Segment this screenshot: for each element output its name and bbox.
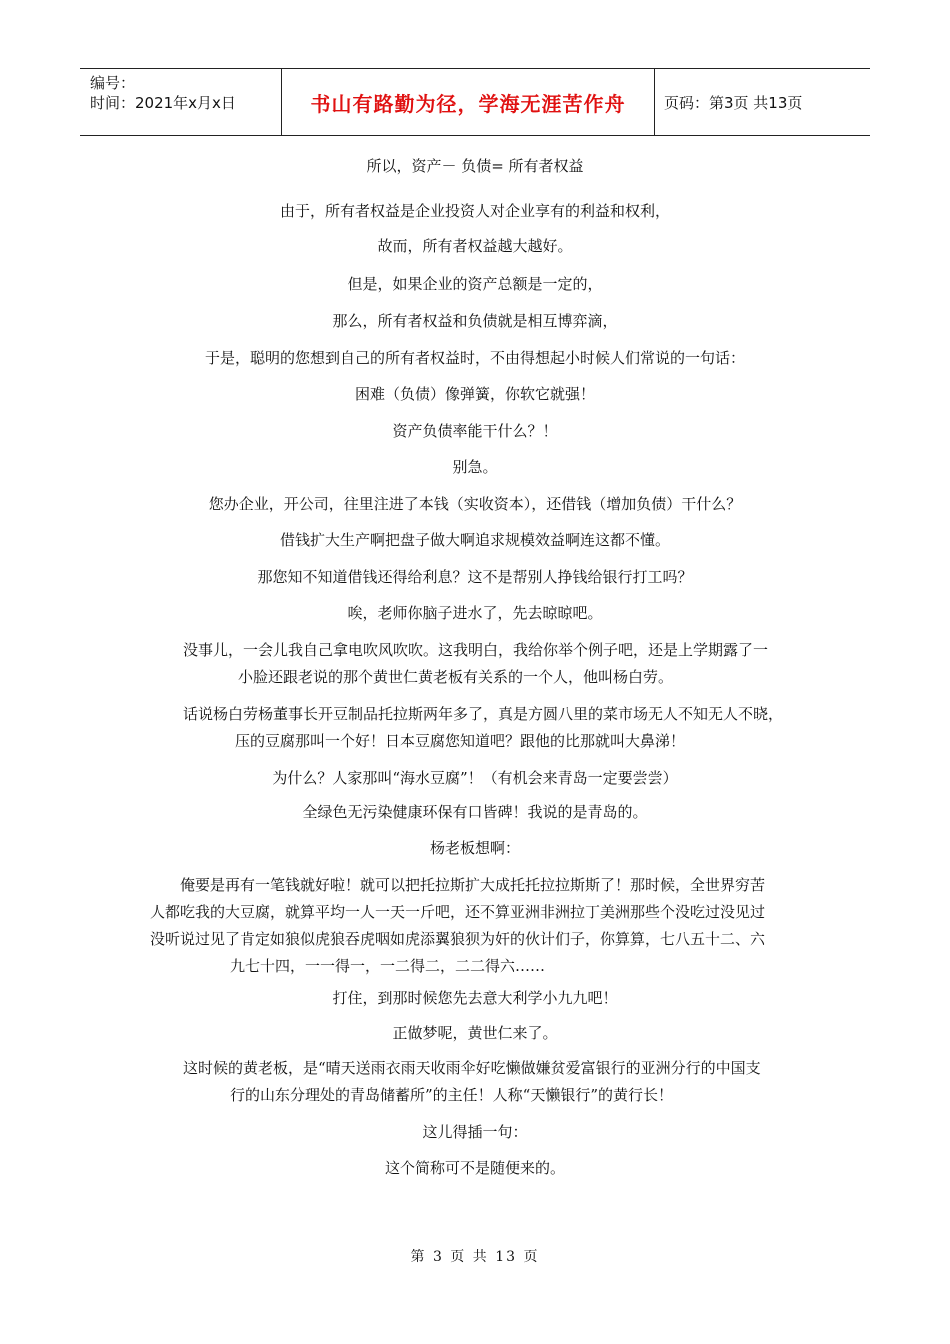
paragraph-line: 这时候的黄老板，是“晴天送雨衣雨天收雨伞好吃懒做嫌贫爱富银行的亚洲分行的中国支 [183, 1059, 761, 1077]
body-line: 这儿得插一句： [422, 1123, 528, 1141]
paragraph-line: 没事儿，一会儿我自己拿电吹风吹吹。这我明白，我给你举个例子吧，还是上学期露了一 [183, 641, 769, 659]
body-line: 唉，老师你脑子进水了，先去晾晾吧。 [347, 604, 603, 622]
body-line: 借钱扩大生产啊把盘子做大啊追求规模效益啊连这都不懂。 [279, 531, 670, 549]
paragraph-line: 人都吃我的大豆腐，就算平均一人一天一斤吧，还不算亚洲非洲拉丁美洲那些个没吃过没见过 [150, 903, 766, 921]
body-line: 正做梦呢，黄世仁来了。 [392, 1024, 558, 1042]
paragraph-line: 九七十四，一一得一，一二得二，二二得六…… [230, 957, 546, 975]
time-label: 时间：2021年x月x日 [90, 94, 236, 112]
body-line: 于是，聪明的您想到自己的所有者权益时，不由得想起小时候人们常说的一句话： [204, 349, 745, 367]
serial-label: 编号： [90, 74, 136, 92]
body-line: 杨老板想啊： [429, 839, 520, 857]
body-line: 为什么？人家那叫“海水豆腐”！（有机会来青岛一定要尝尝） [272, 769, 678, 787]
paragraph-line: 行的山东分理处的青岛储蓄所”的主任！人称“天懒银行”的黄行长！ [230, 1086, 674, 1104]
paragraph-line: 小脸还跟老说的那个黄世仁黄老板有关系的一个人，他叫杨白劳。 [238, 668, 674, 686]
body-line: 别急。 [452, 458, 498, 476]
paragraph [183, 637, 823, 691]
paragraph [183, 701, 823, 755]
paragraph [183, 1055, 823, 1109]
body-line: 资产负债率能干什么？！ [392, 422, 558, 440]
header-motto: 书山有路勤为径，学海无涯苦作舟 [282, 69, 655, 135]
paragraph-line: 俺要是再有一笔钱就好啦！就可以把托拉斯扩大成托托拉拉斯斯了！那时候，全世界穷苦 [180, 876, 766, 894]
header-meta [80, 69, 282, 135]
paragraph [150, 872, 810, 980]
body-line: 那您知不知道借钱还得给利息？这不是帮别人挣钱给银行打工吗？ [257, 568, 693, 586]
body-line: 困难（负债）像弹簧，你软它就强！ [354, 385, 595, 403]
body-line: 由于，所有者权益是企业投资人对企业享有的利益和权利， [279, 202, 670, 220]
body-line: 故而，所有者权益越大越好。 [377, 237, 573, 255]
body-line: 那么，所有者权益和负债就是相互博弈滴， [332, 312, 618, 330]
page-header [80, 68, 870, 136]
body-line: 您办企业，开公司，往里注进了本钱（实收资本），还借钱（增加负债）干什么？ [208, 495, 742, 513]
paragraph-line: 没听说过见了肯定如狼似虎狼吞虎咽如虎添翼狼狈为奸的伙计们子，你算算，七八五十二、六 [150, 930, 766, 948]
body-line: 所以，资产－ 负债= 所有者权益 [366, 157, 584, 175]
body-line: 全绿色无污染健康环保有口皆碑！我说的是青岛的。 [302, 803, 648, 821]
body-line: 打住，到那时候您先去意大利学小九九吧！ [332, 989, 618, 1007]
body-line: 这个简称可不是随便来的。 [384, 1159, 565, 1177]
paragraph-line: 话说杨白劳杨董事长开豆制品托拉斯两年多了，真是方圆八里的菜市场无人不知无人不晓， [183, 705, 784, 723]
body-line: 但是，如果企业的资产总额是一定的， [347, 275, 603, 293]
header-page-info: 页码：第3页 共13页 [664, 93, 803, 112]
page-footer: 第 3 页 共 13 页 [410, 1249, 540, 1265]
paragraph-line: 压的豆腐那叫一个好！日本豆腐您知道吧？跟他的比那就叫大鼻涕！ [235, 732, 686, 750]
